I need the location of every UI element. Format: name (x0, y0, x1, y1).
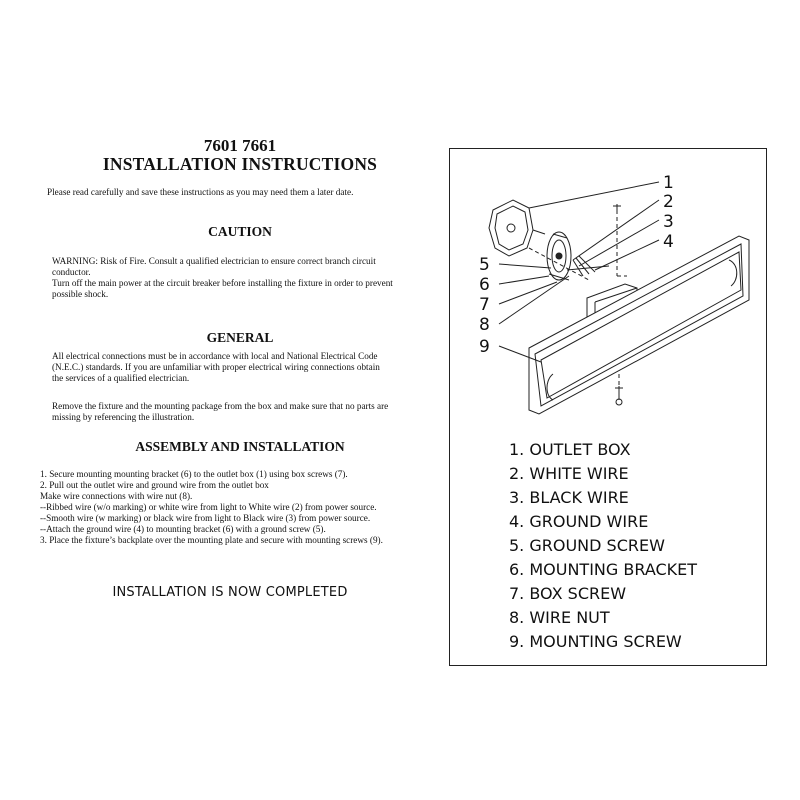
assembly-steps (40, 469, 440, 546)
general-line: Remove the fixture and the mounting package from the box and make sure that no parts are (52, 401, 389, 411)
general-line: (N.E.C.) standards. If you are unfamiliar with proper electrical wiring connections obtain (52, 362, 380, 372)
callout-2: 2 (663, 192, 674, 212)
outlet-box-drawing (489, 200, 545, 256)
assembly-step: 2. Pull out the outlet wire and ground wire from the outlet box (40, 480, 269, 490)
completion-notice: INSTALLATION IS NOW COMPLETED (112, 585, 348, 600)
assembly-step: Make wire connections with wire nut (8). (40, 491, 193, 501)
callout-8: 8 (479, 315, 490, 335)
legend-item: 9. MOUNTING SCREW (509, 632, 682, 651)
callout-3: 3 (663, 212, 674, 232)
parts-legend (509, 438, 697, 654)
assembly-step: 3. Place the fixture’s backplate over the mounting plate and secure with mounting screws (9). (40, 535, 383, 545)
assembly-step: 1. Secure mounting mounting bracket (6) to the outlet box (1) using box screws (7). (40, 469, 348, 479)
general-heading: GENERAL (206, 330, 274, 345)
legend-item: 8. WIRE NUT (509, 608, 610, 627)
caution-line: WARNING: Risk of Fire. Consult a qualified electrician to ensure correct branch circuit (52, 256, 376, 266)
assembly-step: --Attach the ground wire (4) to mounting bracket (6) with a ground screw (5). (40, 524, 326, 534)
general-line: missing by referencing the illustration. (52, 412, 195, 422)
assembly-step: --Smooth wire (w marking) or black wire from light to Black wire (3) from power source. (40, 513, 371, 523)
callout-1: 1 (663, 173, 674, 193)
legend-item: 4. GROUND WIRE (509, 512, 649, 531)
legend-item: 2. WHITE WIRE (509, 464, 629, 483)
general-line: All electrical connections must be in accordance with local and National Electrical Code (52, 351, 378, 361)
caution-heading: CAUTION (208, 224, 272, 239)
general-line: the services of a qualified electrician. (52, 373, 190, 383)
legend-item: 6. MOUNTING BRACKET (509, 560, 698, 579)
callout-6: 6 (479, 275, 490, 295)
assembly-heading: ASSEMBLY AND INSTALLATION (135, 439, 345, 454)
callout-7: 7 (479, 295, 490, 315)
general-text-2 (52, 401, 437, 423)
caution-text (52, 256, 437, 300)
caution-line: possible shock. (52, 289, 109, 299)
intro-text: Please read carefully and save these instructions as you may need them a later date. (47, 187, 354, 197)
page-title: INSTALLATION INSTRUCTIONS (102, 154, 378, 174)
general-text-1 (52, 351, 437, 384)
legend-item: 1. OUTLET BOX (509, 440, 631, 459)
legend-item: 7. BOX SCREW (509, 584, 627, 603)
model-number: 7601 7661 (203, 136, 277, 155)
top-screw-drawing (613, 204, 621, 214)
mounting-bracket-drawing (547, 232, 571, 280)
bottom-screw-drawing (615, 386, 623, 405)
caution-line: conductor. (52, 267, 91, 277)
callout-5: 5 (479, 255, 490, 275)
legend-item: 3. BLACK WIRE (509, 488, 629, 507)
legend-item: 5. GROUND SCREW (509, 536, 665, 555)
callout-4: 4 (663, 232, 674, 252)
caution-line: Turn off the main power at the circuit breaker before installing the fixture in order to prevent (52, 278, 393, 288)
assembly-step: --Ribbed wire (w/o marking) or white wire from light to White wire (2) from power source. (40, 502, 377, 512)
callout-9: 9 (479, 337, 490, 357)
